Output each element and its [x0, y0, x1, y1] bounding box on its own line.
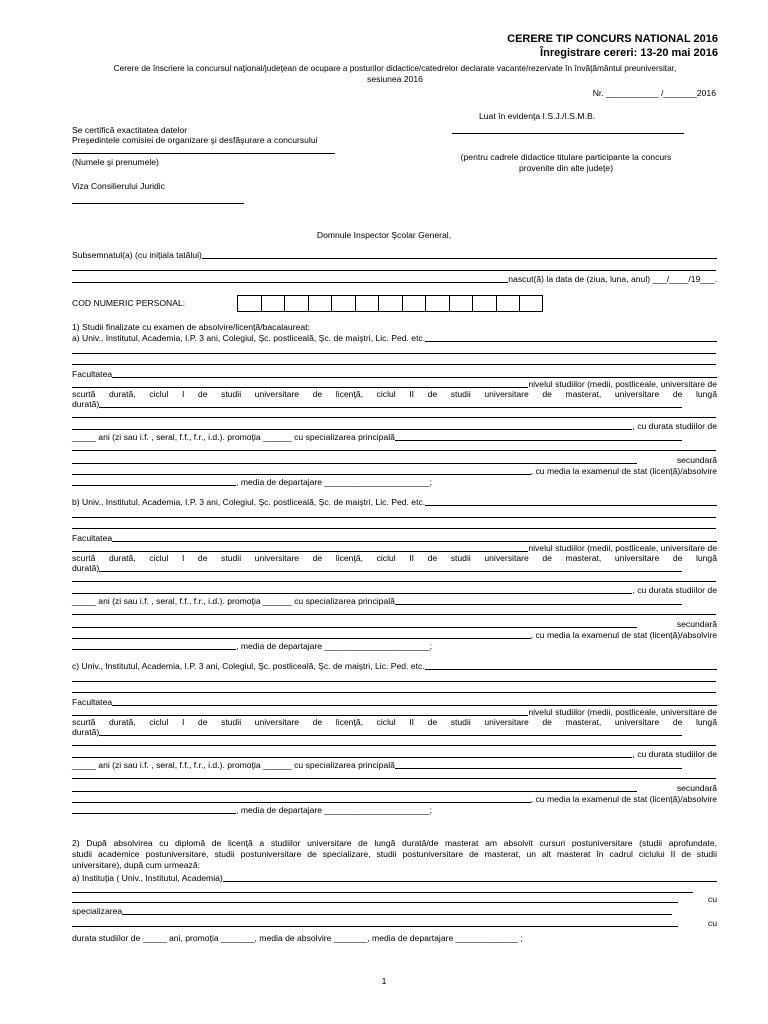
duration-years-row[interactable] — [72, 421, 717, 432]
years-line: _____ ani (zi sau i.f. , seral, f.f., f.r., i.d.). promoţia ______ cu specializarea principală — [72, 760, 395, 770]
duration-label: , cu durata studiilor de — [632, 749, 717, 759]
isj-recorded-label: Luat în evidenţa I.S.J./I.S.M.B. — [479, 111, 596, 121]
cnp-digit-box[interactable] — [519, 295, 543, 312]
undersigned-label: Subsemnatul(a) (cu iniţiala tatălui) — [72, 250, 202, 260]
level-label: nivelul studiilor (medii, postliceale, universitare de — [528, 707, 717, 717]
legal-visa-line[interactable] — [72, 203, 244, 204]
level-continued: scurtă durată, ciclul I de studii universitare de licenţă, ciclul II de studii universitare de masterat, universitare de lungă — [72, 553, 717, 563]
duration-word: durată) — [72, 727, 100, 737]
institution-label-1: b) Univ., Institutul, Academia, I.P. 3 ani, Colegiul, Şc. postliceală, Şc. de maiştri, Lic. Ped. etc. — [72, 497, 426, 507]
level-row[interactable] — [72, 707, 717, 718]
section1-heading: 1) Studii finalizate cu examen de absolvire/licenţă/bacalaureat: — [72, 322, 310, 332]
departure-row[interactable] — [72, 477, 432, 488]
section2-heading-line3: universitare), după cum urmează: — [72, 860, 201, 870]
secondary-label: secundară — [676, 783, 717, 793]
cnp-digit-box[interactable] — [331, 295, 355, 312]
section2-institution-label: a) Instituţia ( Univ., Institutul, Academia) — [72, 873, 223, 883]
exam-row[interactable] — [72, 794, 717, 805]
isj-note-line1: (pentru cadrele didactice titulare participante la concurs — [460, 152, 672, 162]
exam-row[interactable] — [72, 630, 717, 641]
institution-line-3[interactable] — [72, 528, 716, 529]
specialization-line-2[interactable] — [72, 614, 716, 615]
years-row[interactable] — [72, 432, 682, 443]
exam-row[interactable] — [72, 466, 717, 477]
institution-row[interactable] — [72, 661, 717, 672]
section2-cu-1: cu — [707, 894, 717, 904]
level-row[interactable] — [72, 543, 717, 554]
cnp-digit-box[interactable] — [449, 295, 473, 312]
duration-line-2[interactable] — [72, 417, 716, 418]
cnp-digit-box[interactable] — [378, 295, 402, 312]
undersigned-row[interactable] — [72, 250, 717, 261]
duration-row[interactable] — [72, 727, 682, 738]
institution-label-2: c) Univ., Institutul, Academia, I.P. 3 ani, Colegiul, Şc. postliceală, Şc. de maiştri, Lic. Ped. etc. — [72, 661, 425, 671]
duration-row[interactable] — [72, 399, 682, 410]
faculty-label: Facultatea — [72, 369, 113, 379]
institution-line-2[interactable] — [72, 681, 716, 682]
duration-line-2[interactable] — [72, 745, 716, 746]
specialization-line-2[interactable] — [72, 450, 716, 451]
born-row[interactable] — [72, 274, 717, 285]
duration-line-2[interactable] — [72, 581, 716, 582]
cnp-digit-box[interactable] — [472, 295, 496, 312]
form-session: sesiunea 2016 — [367, 74, 423, 84]
duration-label: , cu durata studiilor de — [632, 421, 717, 431]
isj-note-line2: provenite din alte judeţe) — [518, 163, 614, 173]
registration-number[interactable]: Nr. ___________ /_______2016 — [592, 88, 716, 98]
duration-word: durată) — [72, 399, 100, 409]
section2-specialization-label: specializarea — [72, 906, 123, 916]
institution-line-2[interactable] — [72, 353, 716, 354]
faculty-label: Facultatea — [72, 697, 113, 707]
section2-cu-2: cu — [707, 918, 717, 928]
form-subtitle: Cerere de înscriere la concursul naţional/judeţean de ocupare a posturilor didactice/catedrelor declarate vacante/rezervate în învăţământul preuniversitar, — [113, 63, 677, 73]
cnp-digit-box[interactable] — [496, 295, 520, 312]
institution-row[interactable] — [72, 333, 717, 344]
departure-label: , media de departajare ______________________; — [236, 477, 432, 487]
salutation: Domnule Inspector Şcolar General, — [316, 230, 452, 240]
specialization-line-2[interactable] — [72, 778, 716, 779]
secondary-row[interactable] — [72, 783, 717, 794]
section2-final-line[interactable]: durata studiilor de _____ ani, promoţia _______, media de absolvire _______, media de departajare _____________ ; — [72, 933, 523, 943]
faculty-label: Facultatea — [72, 533, 113, 543]
level-label: nivelul studiilor (medii, postliceale, universitare de — [528, 543, 717, 553]
section2-institution-row[interactable] — [72, 873, 717, 884]
institution-line-3[interactable] — [72, 364, 716, 365]
years-row[interactable] — [72, 760, 682, 771]
section2-heading-line2: studii academice postuniversitare, studii postuniversitare de specializare, studii postuniversitare de masterat, un alt masterat în cadrul ciclului II de studii — [72, 849, 717, 859]
page-number: 1 — [381, 976, 387, 986]
secondary-row[interactable] — [72, 455, 717, 466]
cnp-digit-box[interactable] — [425, 295, 449, 312]
departure-row[interactable] — [72, 805, 432, 816]
form-title: CERERE TIP CONCURS NATIONAL 2016 — [507, 33, 718, 45]
cnp-boxes[interactable] — [237, 295, 543, 312]
cnp-label: COD NUMERIC PERSONAL: — [72, 298, 186, 308]
duration-word: durată) — [72, 563, 100, 573]
section2-line-a[interactable] — [72, 892, 693, 893]
secondary-label: secundară — [676, 619, 717, 629]
institution-line-2[interactable] — [72, 517, 716, 518]
faculty-row[interactable] — [72, 533, 717, 544]
isj-signature-line[interactable] — [452, 133, 684, 134]
duration-row[interactable] — [72, 563, 682, 574]
undersigned-line-2[interactable] — [72, 270, 716, 271]
years-row[interactable] — [72, 596, 682, 607]
institution-row[interactable] — [72, 497, 717, 508]
level-label: nivelul studiilor (medii, postliceale, universitare de — [528, 379, 717, 389]
departure-label: , media de departajare ______________________; — [236, 805, 432, 815]
years-line: _____ ani (zi sau i.f. , seral, f.f., f.r., i.d.). promoţia ______ cu specializarea principală — [72, 432, 395, 442]
president-name-line[interactable] — [72, 153, 335, 154]
cnp-digit-box[interactable] — [402, 295, 426, 312]
level-continued: scurtă durată, ciclul I de studii universitare de licenţă, ciclul II de studii universitare de masterat, universitare de lungă — [72, 717, 717, 727]
legal-visa-label: Viza Consilierului Juridic — [72, 181, 165, 191]
section2-cu-row-2[interactable] — [72, 918, 717, 929]
years-line: _____ ani (zi sau i.f. , seral, f.f., f.r., i.d.). promoţia ______ cu specializarea principală — [72, 596, 395, 606]
section2-heading-line1: 2) După absolvirea cu diplomă de licenţă a studiilor universitare de lungă durată/de masterat am absolvit cursuri postuniversitare (studii aprofundate, — [72, 838, 717, 848]
exam-label: , cu media la examenul de stat (licenţă)/absolvire — [530, 630, 717, 640]
certify-label: Se certifică exactitatea datelor — [72, 125, 188, 135]
secondary-label: secundară — [676, 455, 717, 465]
faculty-row[interactable] — [72, 369, 717, 380]
departure-label: , media de departajare ______________________; — [236, 641, 432, 651]
cnp-digit-box[interactable] — [355, 295, 379, 312]
exam-label: , cu media la examenul de stat (licenţă)/absolvire — [530, 466, 717, 476]
level-row[interactable] — [72, 379, 717, 390]
duration-label: , cu durata studiilor de — [632, 585, 717, 595]
faculty-row[interactable] — [72, 697, 717, 708]
commission-president-label: Preşedintele comisiei de organizare şi desfăşurare a concursului — [72, 135, 318, 145]
section2-specialization-row[interactable] — [72, 906, 672, 917]
duration-years-row[interactable] — [72, 749, 717, 760]
born-label: nascut(ă) la data de (ziua, luna, anul) ___/____/19___. — [508, 274, 717, 284]
cnp-digit-box[interactable] — [237, 295, 261, 312]
departure-row[interactable] — [72, 641, 432, 652]
secondary-row[interactable] — [72, 619, 717, 630]
registration-dates: Înregistrare cereri: 13-20 mai 2016 — [540, 47, 718, 59]
cnp-digit-box[interactable] — [308, 295, 332, 312]
institution-label-0: a) Univ., Institutul, Academia, I.P. 3 ani, Colegiul, Şc. postliceală, Şc. de maiştri, Lic. Ped. etc. — [72, 333, 426, 343]
name-label: (Numele şi prenumele) — [72, 157, 159, 167]
duration-years-row[interactable] — [72, 585, 717, 596]
cnp-digit-box[interactable] — [284, 295, 308, 312]
exam-label: , cu media la examenul de stat (licenţă)/absolvire — [530, 794, 717, 804]
section2-cu-row-1[interactable] — [72, 894, 717, 905]
level-continued: scurtă durată, ciclul I de studii universitare de licenţă, ciclul II de studii universitare de masterat, universitare de lungă — [72, 389, 717, 399]
cnp-digit-box[interactable] — [261, 295, 285, 312]
institution-line-3[interactable] — [72, 692, 716, 693]
